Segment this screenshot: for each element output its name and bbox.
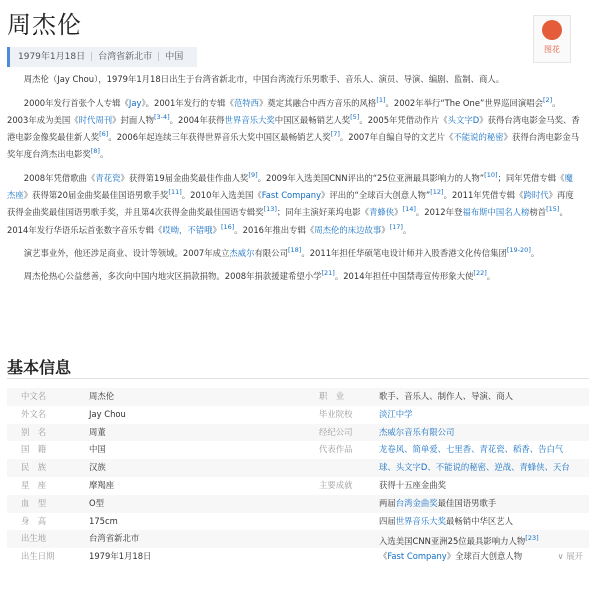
info-key: 职 业 [319, 391, 345, 401]
info-value: 汉族 [89, 462, 106, 473]
inline-link[interactable]: Fast Company [261, 189, 322, 200]
bio-text: 有限公司 [254, 247, 288, 258]
biography [7, 72, 581, 289]
info-value-text: 《 [379, 551, 388, 562]
bio-text: 演艺事业外，他还涉足商业、设计等领域。2007年成立 [23, 247, 230, 258]
info-key: 出生日期 [21, 551, 55, 562]
citation-ref[interactable]: [8] [90, 147, 100, 156]
bio-text: 周杰伦热心公益慈善，多次向中国内地灾区捐款捐物。2008年捐款援建希望小学 [23, 270, 322, 281]
inline-link[interactable]: Jay [128, 97, 142, 108]
bio-text: 》获得第19届金曲奖最佳作曲人奖 [120, 172, 249, 183]
citation-ref[interactable]: [5] [350, 112, 360, 121]
meta-nation: 中国 [165, 52, 184, 62]
citation-ref[interactable]: [19-20] [506, 245, 531, 254]
info-value: 周杰伦 [89, 391, 115, 401]
info-row [7, 459, 589, 477]
citation-ref[interactable]: [18] [287, 245, 302, 254]
bio-text: 。2004年获得 [169, 114, 225, 125]
info-value: 入选美国CNN亚洲25位最具影响力人物[23] [379, 534, 539, 547]
bio-text: 》 [381, 224, 390, 235]
citation-ref[interactable]: [1] [376, 95, 386, 104]
bio-text: 》封面人物 [112, 114, 154, 125]
bio-paragraph [7, 93, 581, 162]
bio-text: 》再度获得金曲奖最佳国语男歌手奖，并且第4次获得金曲奖最佳国语专辑奖 [7, 189, 574, 218]
inline-link[interactable]: 魔杰座 [7, 172, 573, 200]
inline-link[interactable]: 青蜂侠 [369, 207, 395, 218]
info-row [7, 477, 589, 495]
bio-text: 。2012年登 [415, 207, 463, 218]
bio-text: ；同年主演好莱坞电影《 [276, 207, 370, 218]
citation-ref[interactable]: [22] [473, 269, 487, 278]
info-key: 外文名 [21, 408, 47, 419]
info-key: 中文名 [21, 391, 47, 401]
bio-text: 。2002年举行“The One”世界巡回演唱会 [385, 97, 543, 108]
info-row [7, 513, 589, 531]
bio-text: 2000年发行首张个人专辑《 [23, 97, 129, 108]
flower-icon [542, 20, 562, 40]
bio-paragraph [7, 72, 581, 87]
inline-link[interactable]: 哎呦，不错哦 [162, 224, 213, 235]
info-key: 血 型 [21, 497, 47, 508]
expand-button[interactable]: ∨ 展开 [557, 551, 583, 562]
info-key: 主要成就 [319, 479, 353, 490]
bio-paragraph [7, 243, 581, 260]
info-row [7, 548, 589, 566]
inline-link[interactable]: 杰威尔 [229, 247, 255, 258]
info-value-text: 最佳国语男歌手 [437, 497, 497, 508]
info-link-value[interactable]: 球、头文字D、不能说的秘密、逆战、青蜂侠、天台 [379, 462, 570, 473]
inline-link[interactable]: 台湾金曲奖 [395, 497, 438, 508]
info-row [7, 424, 589, 442]
info-value-text: 两届 [379, 497, 396, 508]
bio-text: 。2009年入选美国CNN评出的“25位亚洲最具影响力的人物” [257, 172, 485, 183]
info-link-value[interactable]: 淡江中学 [379, 408, 413, 419]
citation-ref[interactable]: [11] [168, 187, 182, 196]
info-key: 国 籍 [21, 444, 47, 455]
bio-text: 》获得台湾电影金马奖年度台湾杰出电影奖 [7, 131, 579, 160]
citation-ref[interactable]: [3-4] [153, 112, 170, 121]
info-row [7, 495, 589, 513]
info-key: 民 族 [21, 462, 47, 473]
bio-text: 》获得台湾电影金马奖、香港电影金像奖最佳新人奖 [7, 114, 580, 142]
bio-text: 》。2001年发行的专辑《 [141, 97, 234, 108]
info-key: 星 座 [21, 479, 47, 490]
inline-link[interactable]: 时代周刊 [78, 114, 113, 125]
bio-text: 周杰伦（Jay Chou），1979年1月18日出生于台湾省新北市，中国台湾流行乐男歌手、音乐人、演员、导演、编剧、监制、商人。 [23, 74, 505, 84]
citation-ref[interactable]: [16] [220, 222, 235, 231]
info-value-text: 最畅销中华区艺人 [446, 515, 513, 526]
bio-text: 。2011年担任华硕笔电设计师并入股香港文化传信集团 [301, 247, 507, 258]
bio-text: 。2016年推出专辑《 [234, 224, 315, 235]
inline-link[interactable]: 跨时代 [523, 189, 549, 200]
inline-link[interactable]: 世界音乐大奖 [224, 114, 275, 125]
bio-text: 中国区最畅销艺人奖 [274, 114, 351, 125]
inline-link[interactable]: 周杰伦的床边故事 [314, 224, 382, 235]
info-value: 歌手、音乐人、制作人、导演、商人 [379, 391, 513, 401]
info-row [7, 530, 589, 548]
citation-ref[interactable]: [9] [248, 170, 258, 179]
info-value: 周董 [89, 426, 106, 437]
summary-meta-bar: 1979年1月18日 | 台湾省新北市 | 中国 [7, 47, 197, 67]
inline-link[interactable]: 青花瓷 [95, 172, 121, 183]
info-key: 代表作品 [319, 444, 353, 455]
inline-link[interactable]: Fast Company [387, 551, 447, 562]
info-value: Jay Chou [89, 408, 126, 419]
info-link-value[interactable]: 杰威尔音乐有限公司 [379, 426, 455, 437]
citation-ref[interactable]: [10] [484, 170, 498, 179]
section-divider [7, 378, 589, 379]
bio-text: 》获得第20届金曲奖最佳国语男歌手奖 [23, 189, 169, 200]
bio-text: 。 [99, 149, 109, 160]
citation-ref[interactable]: [21] [321, 269, 335, 278]
bio-text: 。2011年凭借专辑《 [443, 189, 524, 200]
inline-link[interactable]: 头文字D [447, 114, 480, 125]
bio-text: 。2006年起连续三年获得世界音乐大奖中国区最畅销艺人奖 [108, 131, 331, 142]
bio-text: 》奠定其融合中西方音乐的风格 [259, 97, 377, 108]
bio-text: 》 [212, 224, 221, 235]
citation-ref[interactable]: [14] [402, 205, 416, 214]
info-value [379, 513, 513, 531]
bio-paragraph [7, 266, 581, 283]
inline-link[interactable]: 福布斯中国名人榜 [462, 207, 530, 218]
citation-ref[interactable]: [2] [542, 95, 553, 104]
bio-text: 。 [486, 270, 496, 281]
badge-label: 图花 [544, 45, 560, 54]
bio-text: 。2010年入选美国《 [181, 189, 262, 200]
info-key: 身 高 [21, 515, 47, 526]
info-key: 别 名 [21, 426, 47, 437]
citation-ref[interactable]: [6] [99, 130, 109, 139]
bio-text: 榜首 [529, 207, 547, 218]
section-title: 基本信息 [7, 358, 72, 377]
meta-birth-place: 台湾省新北市 [98, 52, 153, 62]
citation-ref[interactable]: [7] [330, 130, 340, 139]
meta-birth-date: 1979年1月18日 [18, 52, 86, 62]
bio-text: 。2014年发行华语乐坛首张数字音乐专辑《 [7, 207, 568, 235]
info-key: 毕业院校 [319, 408, 353, 419]
bio-text: 》 [394, 207, 403, 218]
citation-ref[interactable]: [17] [389, 222, 403, 231]
bio-text: 2008年凭借歌曲《 [23, 172, 96, 183]
bio-paragraph [7, 168, 581, 237]
info-value [379, 495, 496, 513]
bio-text: 。 [530, 247, 540, 258]
inline-link[interactable]: 范特西 [233, 97, 260, 108]
info-key: 经纪公司 [319, 426, 353, 437]
info-key: 出生地 [21, 533, 47, 544]
info-value: 中国 [89, 444, 106, 455]
bio-text: 。2007年自编自导的文艺片《 [339, 131, 454, 142]
info-value: 台湾省新北市 [89, 533, 140, 544]
bio-text: 》评出的“全球百大创意人物” [321, 189, 431, 200]
inline-link[interactable]: 不能说的秘密 [453, 131, 504, 142]
citation-ref[interactable]: [13] [263, 205, 277, 214]
info-row [7, 441, 589, 459]
info-link-value[interactable]: 龙卷风、简单爱、七里香、青花瓷、稻香、告白气 [379, 444, 564, 455]
info-row [7, 388, 589, 406]
bio-text: 。2014年担任中国禁毒宣传形象大使 [334, 270, 474, 281]
info-value [379, 548, 522, 566]
bio-text: 。2005年凭借动作片《 [359, 114, 448, 125]
info-value-text: 四届 [379, 515, 396, 526]
info-value: 摩羯座 [89, 479, 115, 490]
bio-text: 。 [402, 224, 412, 235]
citation-ref[interactable]: [12] [430, 187, 444, 196]
citation-ref[interactable]: [15] [546, 205, 560, 214]
info-value: 175cm [89, 515, 118, 526]
info-value: O型 [89, 497, 104, 508]
info-value-text: 》全球百大创意人物 [446, 551, 523, 562]
page-title: 周杰伦 [7, 11, 82, 39]
info-row [7, 406, 589, 424]
bio-text: 。2003年成为美国《 [7, 97, 561, 125]
info-value: 获得十五座金曲奖 [379, 479, 446, 490]
image-badge[interactable] [533, 15, 571, 63]
info-table [7, 388, 589, 566]
inline-link[interactable]: 世界音乐大奖 [395, 515, 446, 526]
citation-ref[interactable]: [23] [525, 534, 539, 543]
bio-text: ；同年凭借专辑《 [497, 172, 565, 183]
info-value: 1979年1月18日 [89, 551, 152, 562]
